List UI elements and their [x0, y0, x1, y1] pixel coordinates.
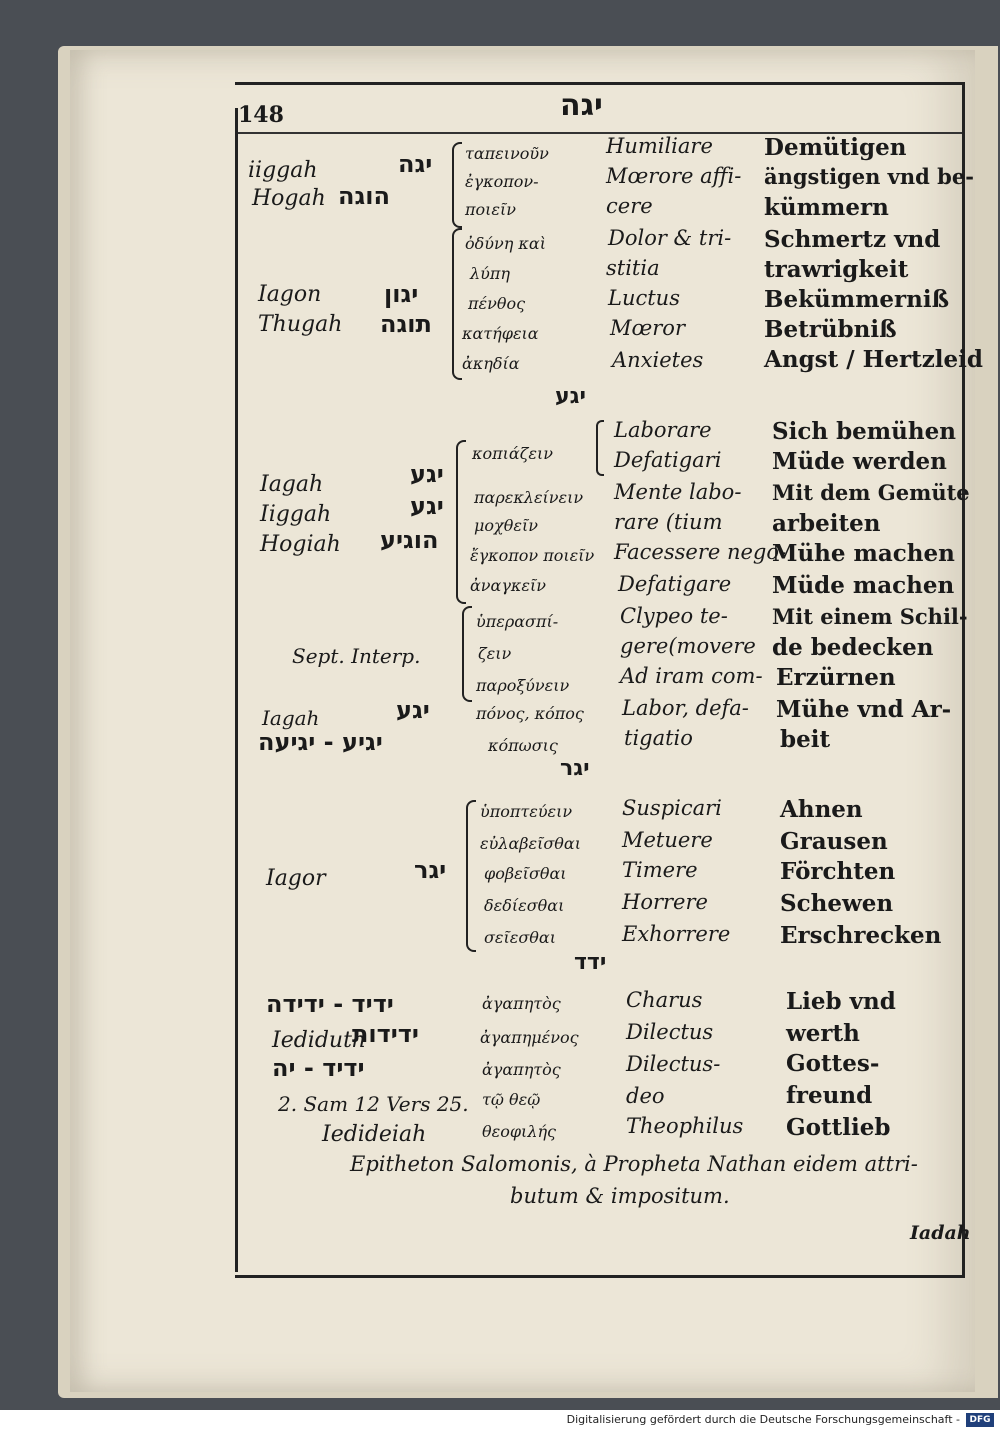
dfg-logo: DFG: [966, 1413, 994, 1427]
latin-entry: Dilectus-: [626, 1052, 721, 1076]
latin-entry: tigatio: [624, 726, 693, 750]
greek-entry: φοβεῖσθαι: [484, 864, 567, 883]
latin-entry: deo: [626, 1084, 665, 1108]
german-entry: Schewen: [780, 890, 894, 917]
greek-entry: ἀγαπημένος: [480, 1028, 579, 1047]
greek-entry: παρεκλείνειν: [474, 488, 584, 507]
greek-entry: τῷ θεῷ: [482, 1090, 541, 1109]
greek-entry: ἀναγκεῖν: [470, 576, 546, 595]
greek-entry: μοχθεῖν: [474, 516, 538, 535]
german-entry: Lieb vnd: [786, 988, 896, 1015]
greek-entry: παροξύνειν: [476, 676, 570, 695]
german-entry: ängstigen vnd be-: [764, 164, 974, 189]
latin-entry: Metuere: [622, 828, 713, 852]
german-entry: Sich bemühen: [772, 418, 956, 445]
hebrew-entry: ידיד - ידידה: [266, 990, 394, 1018]
page-number: 148: [238, 102, 284, 128]
hebrew-entry: יגר: [414, 856, 447, 884]
latin-entry: Timere: [622, 858, 698, 882]
german-entry: Betrübniß: [764, 316, 897, 343]
brace: [452, 142, 462, 228]
latin-entry: Mœror: [610, 316, 685, 340]
section-heading-hebrew: יגע: [555, 384, 586, 409]
catchword: Iadah: [910, 1222, 971, 1244]
greek-entry: ἀγαπητὸς: [482, 1060, 561, 1079]
german-entry: werth: [786, 1020, 860, 1047]
greek-entry: εὐλαβεῖσθαι: [480, 834, 581, 853]
brace: [452, 228, 462, 380]
translit-entry: Thugah: [258, 312, 343, 337]
german-entry: freund: [786, 1082, 873, 1109]
latin-entry: Mœrore affi-: [606, 164, 742, 188]
hebrew-entry: יגה: [398, 150, 433, 178]
latin-entry: Clypeo te-: [620, 604, 728, 628]
hebrew-entry: יגע: [410, 460, 444, 488]
german-entry: Gottlieb: [786, 1114, 891, 1141]
page-frame-left-rule: [235, 108, 238, 1272]
latin-entry: Humiliare: [606, 134, 713, 158]
hebrew-entry: יגע: [396, 696, 430, 724]
german-entry: Förchten: [780, 858, 896, 885]
greek-entry: ἀγαπητὸς: [482, 994, 561, 1013]
latin-entry: Anxietes: [612, 348, 704, 372]
latin-entry: Dolor & tri-: [608, 226, 732, 250]
german-entry: Demütigen: [764, 134, 907, 161]
german-entry: Ahnen: [780, 796, 863, 823]
german-entry: Erzürnen: [776, 664, 896, 691]
translit-entry: Iediduth: [272, 1028, 367, 1053]
hebrew-entry: ידידות: [352, 1020, 419, 1048]
greek-entry: κόπωσις: [488, 736, 558, 755]
hebrew-entry: יגע: [410, 492, 444, 520]
latin-entry: Luctus: [608, 286, 680, 310]
hebrew-entry: ידיד - יה: [272, 1054, 365, 1082]
brace: [462, 606, 472, 702]
latin-entry: Theophilus: [626, 1114, 744, 1138]
funding-notice: Digitalisierung gefördert durch die Deutsche Forschungsgemeinschaft -: [566, 1413, 960, 1426]
translit-entry: Iiggah: [260, 502, 332, 527]
german-entry: Schmertz vnd: [764, 226, 941, 253]
heading-hebrew: יגה: [560, 88, 603, 123]
hebrew-entry: תוגה: [380, 310, 432, 338]
translit-entry: Iagon: [258, 282, 322, 307]
section-heading-hebrew: יגר: [560, 756, 590, 781]
section-heading-hebrew: ידד: [574, 950, 607, 975]
translit-entry: Hogah: [252, 186, 326, 211]
german-entry: Mühe machen: [772, 540, 955, 567]
latin-entry: Mente labo-: [614, 480, 742, 504]
greek-entry: κοπιάζειν: [472, 444, 553, 463]
greek-entry: σεῖεσθαι: [484, 928, 556, 947]
latin-entry: Dilectus: [626, 1020, 714, 1044]
hebrew-entry: יגון: [384, 280, 419, 308]
greek-entry: θεοφιλής: [482, 1122, 557, 1141]
greek-entry: ὀδύνη καὶ: [465, 234, 546, 253]
greek-entry: λύπη: [470, 264, 510, 283]
translit-entry: Iagor: [266, 866, 326, 891]
greek-entry: ποιεῖν: [465, 200, 517, 219]
german-entry: trawrigkeit: [764, 256, 909, 283]
greek-entry: κατήφεια: [462, 324, 539, 343]
hebrew-entry: הוגיע: [380, 526, 439, 554]
greek-entry: ἀκηδία: [462, 354, 520, 373]
latin-entry: Labor, defa-: [622, 696, 749, 720]
translit-note: 2. Sam 12 Vers 25.: [278, 1092, 469, 1116]
latin-entry: cere: [606, 194, 653, 218]
latin-entry: Defatigare: [618, 572, 732, 596]
german-entry: Gottes-: [786, 1050, 880, 1077]
greek-entry: ταπεινοῦν: [465, 144, 549, 163]
greek-entry: ζειν: [478, 644, 512, 663]
german-entry: arbeiten: [772, 510, 881, 537]
latin-entry: gere(movere: [620, 634, 756, 658]
german-entry: Bekümmerniß: [764, 286, 950, 313]
greek-entry: πόνος, κόπος: [476, 704, 584, 723]
german-entry: Mit einem Schil-: [772, 604, 968, 629]
german-entry: beit: [780, 726, 831, 753]
german-entry: Müde machen: [772, 572, 955, 599]
german-entry: Angst / Hertzleid: [764, 346, 983, 373]
footnote-line: butum & impositum.: [510, 1184, 730, 1208]
hebrew-entry: הוגה: [338, 182, 390, 210]
latin-entry: Exhorrere: [622, 922, 731, 946]
latin-entry: Defatigari: [614, 448, 722, 472]
german-entry: Müde werden: [772, 448, 947, 475]
latin-entry: rare (tium: [614, 510, 723, 534]
greek-entry: ἔγκοπον ποιεῖν: [470, 546, 595, 565]
german-entry: de bedecken: [772, 634, 934, 661]
translit-entry: Iagah: [260, 472, 324, 497]
latin-entry: Laborare: [614, 418, 712, 442]
translit-note: Sept. Interp.: [292, 644, 421, 668]
greek-entry: ἐγκοπον-: [465, 172, 539, 191]
german-entry: Mühe vnd Ar-: [776, 696, 952, 723]
greek-entry: δεδίεσθαι: [484, 896, 565, 915]
german-entry: Mit dem Gemüte: [772, 480, 970, 505]
translit-entry: Iedideiah: [322, 1122, 427, 1147]
footnote-line: Epitheton Salomonis, à Propheta Nathan eidem attri-: [350, 1152, 918, 1176]
hebrew-entry: יגיע - יגיעה: [258, 728, 383, 756]
brace: [466, 800, 476, 952]
latin-entry: Horrere: [622, 890, 708, 914]
brace: [456, 440, 466, 604]
latin-entry: Charus: [626, 988, 703, 1012]
translit-entry: Hogiah: [260, 532, 341, 557]
greek-entry: πένθος: [468, 294, 526, 313]
german-entry: kümmern: [764, 194, 889, 221]
latin-entry: stitia: [606, 256, 660, 280]
greek-entry: ὑπερασπί-: [476, 612, 559, 631]
latin-entry: Suspicari: [622, 796, 722, 820]
translit-entry: iiggah: [248, 158, 318, 183]
german-entry: Grausen: [780, 828, 888, 855]
latin-entry: Ad iram com-: [620, 664, 763, 688]
latin-entry: Facessere nego-: [614, 540, 787, 564]
greek-entry: ὑποπτεύειν: [480, 802, 573, 821]
translit-entry: Iagah: [262, 706, 320, 730]
german-entry: Erschrecken: [780, 922, 942, 949]
brace: [596, 420, 604, 476]
